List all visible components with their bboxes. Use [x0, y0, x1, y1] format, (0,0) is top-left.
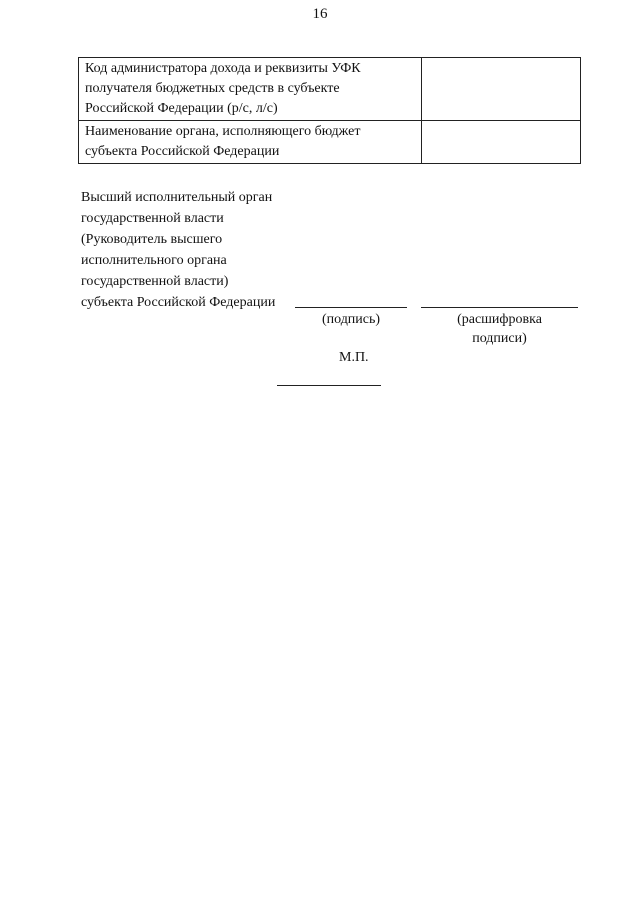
page-number: 16 — [312, 6, 328, 22]
authority-line-6: субъекта Российской Федерации — [81, 295, 276, 310]
signature-decode-line — [421, 307, 578, 308]
authority-line-1: Высший исполнительный орган — [81, 190, 273, 205]
budget-authority-value-cell — [422, 121, 581, 164]
admin-code-label-cell — [79, 58, 422, 121]
requisites-table — [78, 57, 581, 164]
seal-mark: М.П. — [339, 350, 369, 365]
authority-line-3: (Руководитель высшего — [81, 232, 223, 247]
table-row-budget-authority — [79, 121, 581, 164]
authority-title-block — [81, 187, 311, 313]
admin-code-label-line-3: Российской Федерации (р/с, л/с) — [85, 101, 278, 116]
end-separator-line — [277, 385, 381, 386]
admin-code-value-cell — [422, 58, 581, 121]
budget-authority-label-line-1: Наименование органа, исполняющего бюджет — [85, 124, 361, 139]
signature-caption: (подпись) — [321, 312, 381, 327]
admin-code-label-line-1: Код администратора дохода и реквизиты УФК — [85, 61, 361, 76]
admin-code-label-line-2: получателя бюджетных средств в субъекте — [85, 81, 340, 96]
authority-line-4: исполнительного органа — [81, 253, 227, 268]
signature-line — [295, 307, 407, 308]
signature-decode-caption-line-2: подписи) — [472, 331, 527, 346]
signature-decode-caption-line-1: (расшифровка — [457, 312, 542, 327]
authority-line-2: государственной власти — [81, 211, 224, 226]
table-row-admin-code — [79, 58, 581, 121]
authority-line-5: государственной власти) — [81, 274, 229, 289]
budget-authority-label-line-2: субъекта Российской Федерации — [85, 144, 280, 159]
budget-authority-label-cell — [79, 121, 422, 164]
